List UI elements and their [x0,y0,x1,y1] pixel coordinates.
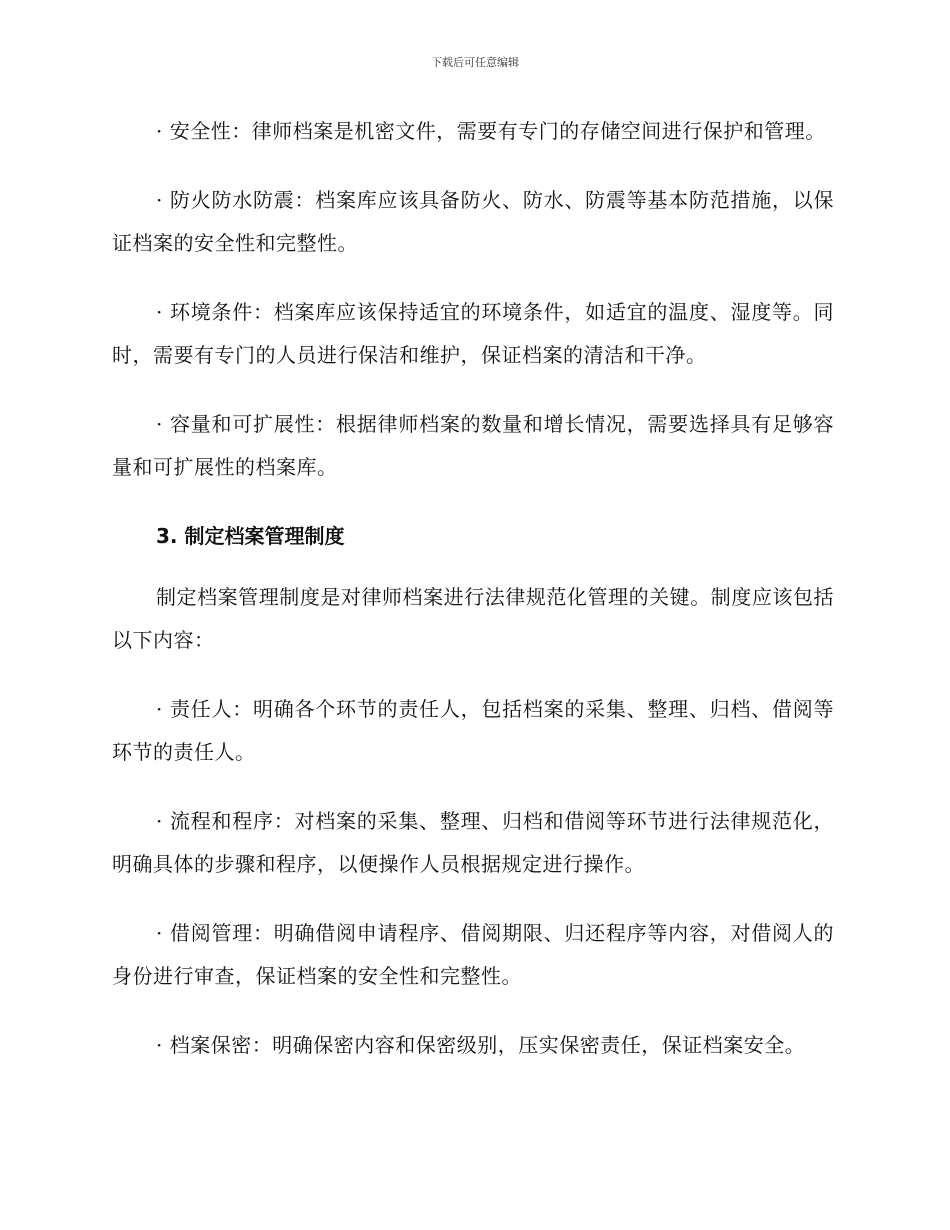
list-item-responsible-person: · 责任人：明确各个环节的责任人，包括档案的采集、整理、归档、借阅等环节的责任人。 [112,697,834,764]
section-heading: 3. 制定档案管理制度 [156,524,345,548]
paragraph-security: · 安全性：律师档案是机密文件，需要有专门的存储空间进行保护和管理。 [156,119,826,143]
list-item-confidentiality: · 档案保密：明确保密内容和保密级别，压实保密责任，保证档案安全。 [156,1033,806,1057]
list-item-process: · 流程和程序：对档案的采集、整理、归档和借阅等环节进行法律规范化，明确具体的步骤和程序，以便操作人员根据规定进行操作。 [112,809,834,876]
paragraph-environment: · 环境条件：档案库应该保持适宜的环境条件，如适宜的温度、湿度等。同时，需要有专门的人员进行保洁和维护，保证档案的清洁和干净。 [112,300,834,367]
paragraph-fire-water-quake: · 防火防水防震：档案库应该具备防火、防水、防震等基本防范措施，以保证档案的安全性和完整性。 [112,188,834,255]
document-body [112,110,834,1093]
paragraph-intro: 制定档案管理制度是对律师档案进行法律规范化管理的关键。制度应该包括以下内容： [112,585,834,652]
page-header-note: 下载后可任意编辑 [431,56,519,69]
paragraph-capacity: · 容量和可扩展性：根据律师档案的数量和增长情况，需要选择具有足够容量和可扩展性的档案库。 [112,412,834,479]
list-item-borrowing: · 借阅管理：明确借阅申请程序、借阅期限、归还程序等内容，对借阅人的身份进行审查，保证档案的安全性和完整性。 [112,921,834,988]
